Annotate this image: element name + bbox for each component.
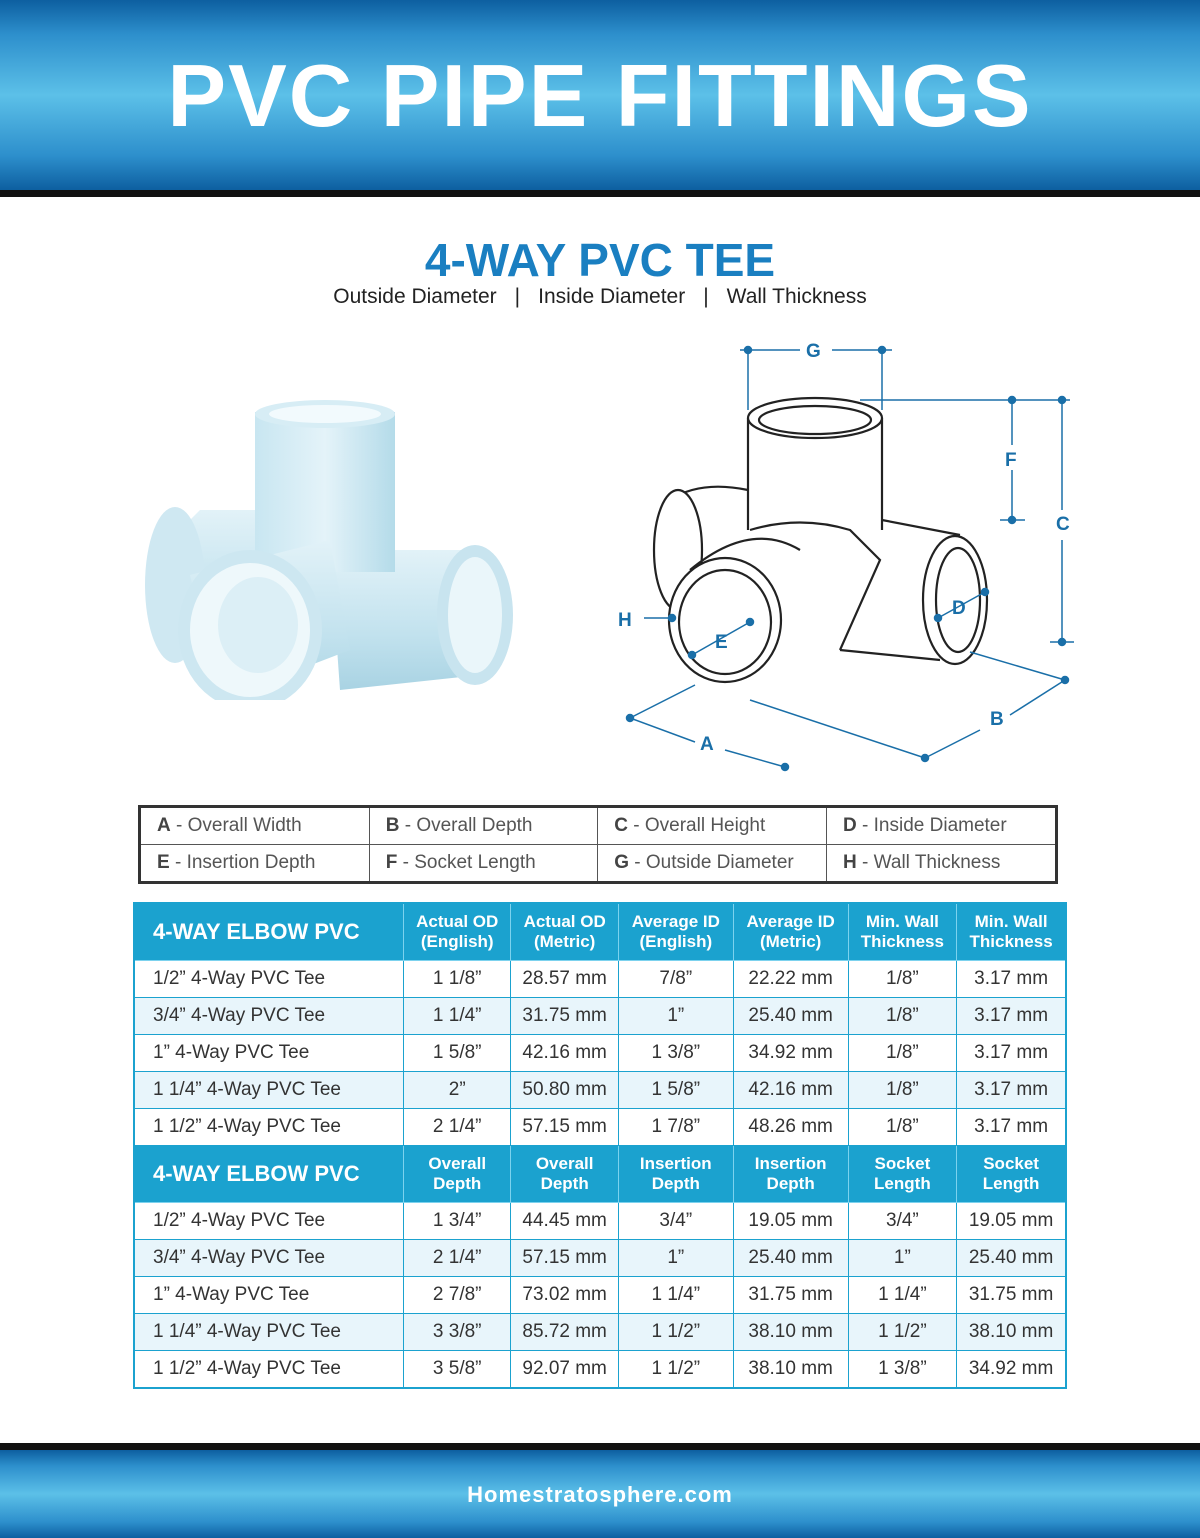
- table-cell: 31.75 mm: [957, 1277, 1066, 1314]
- table-cell: 3.17 mm: [957, 1035, 1066, 1072]
- column-header: Min. Wall Thickness: [848, 903, 957, 961]
- table-cell: 38.10 mm: [957, 1314, 1066, 1351]
- subtitle-inside-diameter: Inside Diameter: [538, 285, 686, 308]
- table-cell: 22.22 mm: [733, 961, 848, 998]
- legend-item-f: F - Socket Length: [369, 845, 598, 883]
- table-cell: 25.40 mm: [733, 998, 848, 1035]
- row-label: 1 1/2” 4-Way PVC Tee: [134, 1351, 404, 1389]
- table-row: [134, 1072, 1066, 1109]
- table-cell: 1 7/8”: [618, 1109, 733, 1146]
- table-header-row: [134, 1146, 1066, 1203]
- table-cell: 3/4”: [618, 1203, 733, 1240]
- table-cell: 48.26 mm: [733, 1109, 848, 1146]
- dimension-diagram: [600, 330, 1100, 790]
- table-cell: 25.40 mm: [733, 1240, 848, 1277]
- table-cell: 31.75 mm: [733, 1277, 848, 1314]
- column-header: 4-WAY ELBOW PVC: [134, 903, 404, 961]
- row-label: 1 1/4” 4-Way PVC Tee: [134, 1072, 404, 1109]
- table-cell: 31.75 mm: [511, 998, 618, 1035]
- legend-item-g: G - Outside Diameter: [598, 845, 827, 883]
- table-cell: 1/8”: [848, 998, 957, 1035]
- dim-label-c: C: [1056, 514, 1070, 535]
- legend-item-e: E - Insertion Depth: [140, 845, 370, 883]
- table-row: [134, 998, 1066, 1035]
- table-cell: 1”: [618, 998, 733, 1035]
- column-header: Actual OD (Metric): [511, 903, 618, 961]
- table-cell: 2 7/8”: [404, 1277, 511, 1314]
- header-divider: [0, 190, 1200, 197]
- table-cell: 19.05 mm: [733, 1203, 848, 1240]
- table-cell: 42.16 mm: [733, 1072, 848, 1109]
- subtitle-outside-diameter: Outside Diameter: [333, 285, 497, 308]
- dim-label-a: A: [700, 734, 714, 755]
- column-header: Overall Depth: [404, 1146, 511, 1203]
- specs-table: [133, 902, 1067, 1389]
- table-row: [134, 1351, 1066, 1389]
- legend-item-b: B - Overall Depth: [369, 807, 598, 845]
- table-row: [134, 1240, 1066, 1277]
- legend-row: [140, 845, 1057, 883]
- table-cell: 38.10 mm: [733, 1314, 848, 1351]
- table-cell: 1 1/8”: [404, 961, 511, 998]
- table-cell: 1 1/2”: [618, 1314, 733, 1351]
- table-cell: 2 1/4”: [404, 1109, 511, 1146]
- footer-divider: [0, 1443, 1200, 1450]
- table-cell: 44.45 mm: [511, 1203, 618, 1240]
- legend-item-d: D - Inside Diameter: [827, 807, 1057, 845]
- separator: |: [514, 285, 521, 308]
- footer-site-name: Homestratosphere.com: [467, 1482, 733, 1507]
- table-row: [134, 1203, 1066, 1240]
- row-label: 1 1/2” 4-Way PVC Tee: [134, 1109, 404, 1146]
- table-cell: 3.17 mm: [957, 998, 1066, 1035]
- row-label: 1 1/4” 4-Way PVC Tee: [134, 1314, 404, 1351]
- table-cell: 1/8”: [848, 1035, 957, 1072]
- separator: |: [703, 285, 709, 308]
- column-header: Min. Wall Thickness: [957, 903, 1066, 961]
- table-cell: 1 3/8”: [848, 1351, 957, 1389]
- table-cell: 3.17 mm: [957, 1072, 1066, 1109]
- dim-label-h: H: [618, 610, 632, 631]
- table-cell: 1 1/4”: [848, 1277, 957, 1314]
- table-cell: 34.92 mm: [733, 1035, 848, 1072]
- table-cell: 1/8”: [848, 1072, 957, 1109]
- row-label: 3/4” 4-Way PVC Tee: [134, 998, 404, 1035]
- row-label: 1” 4-Way PVC Tee: [134, 1035, 404, 1072]
- table-header-row: [134, 903, 1066, 961]
- dim-label-e: E: [715, 632, 728, 653]
- table-cell: 92.07 mm: [511, 1351, 618, 1389]
- table-cell: 1”: [848, 1240, 957, 1277]
- table-row: [134, 1035, 1066, 1072]
- row-label: 1/2” 4-Way PVC Tee: [134, 961, 404, 998]
- section-title: 4-WAY PVC TEE: [424, 234, 776, 286]
- column-header: Average ID (Metric): [733, 903, 848, 961]
- column-header: Overall Depth: [511, 1146, 618, 1203]
- table-cell: 3/4”: [848, 1203, 957, 1240]
- table-cell: 3.17 mm: [957, 1109, 1066, 1146]
- subtitle-wall-thickness: Wall Thickness: [726, 285, 867, 308]
- column-header: Socket Length: [848, 1146, 957, 1203]
- table-cell: 50.80 mm: [511, 1072, 618, 1109]
- table-row: [134, 1109, 1066, 1146]
- table-cell: 1 1/2”: [848, 1314, 957, 1351]
- column-header: Average ID (English): [618, 903, 733, 961]
- dimension-legend: [138, 805, 1058, 884]
- table-row: [134, 1277, 1066, 1314]
- table-cell: 25.40 mm: [957, 1240, 1066, 1277]
- table-cell: 1 5/8”: [404, 1035, 511, 1072]
- row-label: 1” 4-Way PVC Tee: [134, 1277, 404, 1314]
- table-cell: 1 1/2”: [618, 1351, 733, 1389]
- row-label: 3/4” 4-Way PVC Tee: [134, 1240, 404, 1277]
- table-cell: 3 3/8”: [404, 1314, 511, 1351]
- table-cell: 85.72 mm: [511, 1314, 618, 1351]
- page-title: PVC PIPE FITTINGS: [167, 46, 1033, 145]
- section-subtitle: [0, 285, 1200, 309]
- column-header: 4-WAY ELBOW PVC: [134, 1146, 404, 1203]
- table-cell: 1”: [618, 1240, 733, 1277]
- table-row: [134, 1314, 1066, 1351]
- dim-label-d: D: [952, 598, 966, 619]
- dim-label-f: F: [1005, 450, 1017, 471]
- table-row: [134, 961, 1066, 998]
- legend-item-a: A - Overall Width: [140, 807, 370, 845]
- legend-item-h: H - Wall Thickness: [827, 845, 1057, 883]
- table-cell: 1 3/8”: [618, 1035, 733, 1072]
- table-cell: 1 3/4”: [404, 1203, 511, 1240]
- table-cell: 3 5/8”: [404, 1351, 511, 1389]
- table-cell: 28.57 mm: [511, 961, 618, 998]
- table-cell: 1/8”: [848, 961, 957, 998]
- table-cell: 1 1/4”: [618, 1277, 733, 1314]
- column-header: Actual OD (English): [404, 903, 511, 961]
- legend-item-c: C - Overall Height: [598, 807, 827, 845]
- fitting-photo: [130, 400, 530, 700]
- table-cell: 3.17 mm: [957, 961, 1066, 998]
- table-cell: 19.05 mm: [957, 1203, 1066, 1240]
- row-label: 1/2” 4-Way PVC Tee: [134, 1203, 404, 1240]
- dim-label-g: G: [806, 341, 821, 362]
- table-cell: 34.92 mm: [957, 1351, 1066, 1389]
- table-cell: 57.15 mm: [511, 1240, 618, 1277]
- column-header: Socket Length: [957, 1146, 1066, 1203]
- table-cell: 1 5/8”: [618, 1072, 733, 1109]
- table-cell: 2”: [404, 1072, 511, 1109]
- table-cell: 57.15 mm: [511, 1109, 618, 1146]
- dim-label-b: B: [990, 709, 1004, 730]
- legend-row: [140, 807, 1057, 845]
- table-cell: 1/8”: [848, 1109, 957, 1146]
- column-header: Insertion Depth: [618, 1146, 733, 1203]
- table-cell: 42.16 mm: [511, 1035, 618, 1072]
- table-cell: 38.10 mm: [733, 1351, 848, 1389]
- table-cell: 2 1/4”: [404, 1240, 511, 1277]
- table-cell: 7/8”: [618, 961, 733, 998]
- column-header: Insertion Depth: [733, 1146, 848, 1203]
- table-cell: 73.02 mm: [511, 1277, 618, 1314]
- table-cell: 1 1/4”: [404, 998, 511, 1035]
